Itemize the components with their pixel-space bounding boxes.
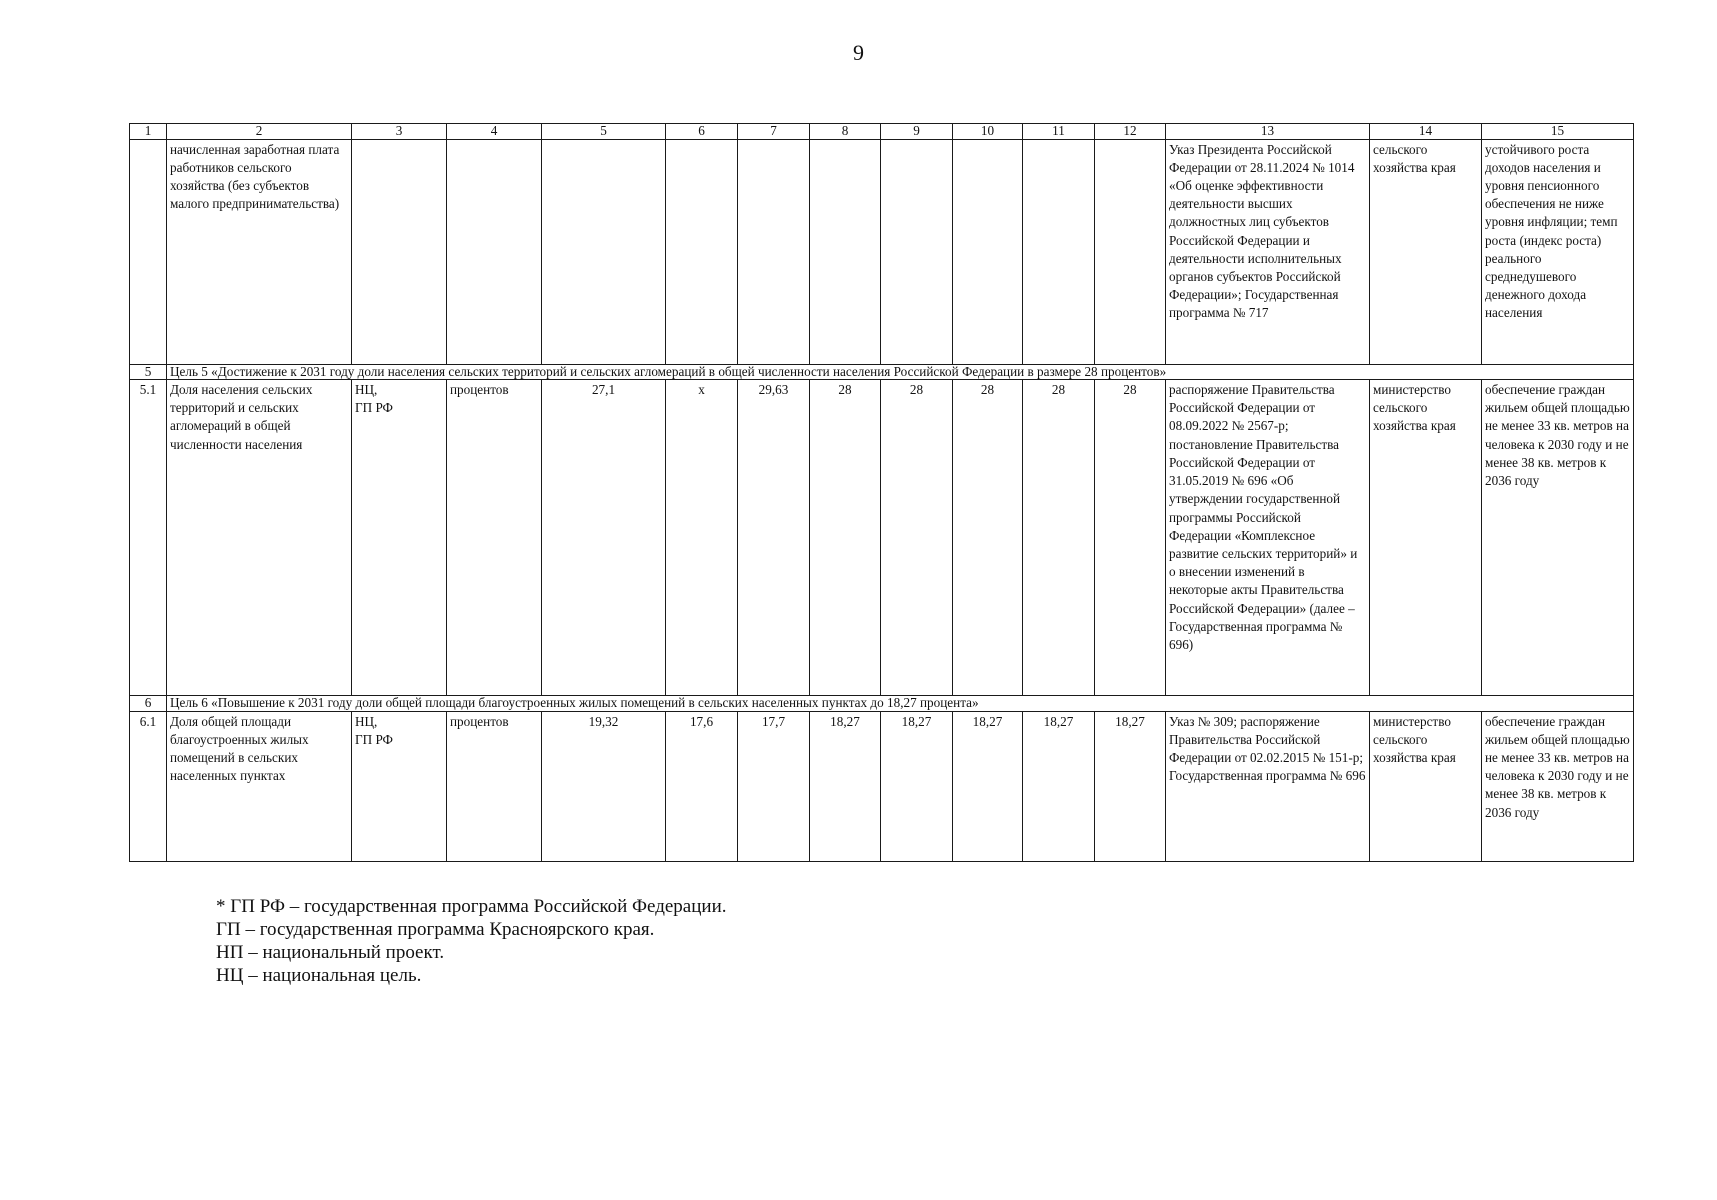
responsible-body-cell: министерство сельского хозяйства края — [1370, 711, 1482, 861]
indicator-name-cell: начисленная заработная плата работников сельского хозяйства (без субъектов малого предпринимательства) — [167, 139, 352, 364]
column-number-row — [130, 124, 1634, 140]
legal-basis-cell: Указ Президента Российской Федерации от 28.11.2024 № 1014 «Об оценке эффективности деятельности высших должностных лиц субъектов Российской Федерации и деятельности исполнительных органов субъектов Российской Федерации»; Государственная программа № 717 — [1166, 139, 1370, 364]
page-number: 9 — [853, 40, 864, 65]
column-number: 5 — [542, 124, 666, 140]
indicator-name-cell: Доля общей площади благоустроенных жилых помещений в сельских населенных пунктах — [167, 711, 352, 861]
target-link-cell: устойчивого роста доходов населения и уровня пенсионного обеспечения не ниже уровня инфляции; темп роста (индекс роста) реального среднедушевого денежного дохода населения — [1482, 139, 1634, 364]
responsible-body-cell: сельского хозяйства края — [1370, 139, 1482, 364]
value-cell: 28 — [953, 380, 1023, 696]
table-cell — [447, 139, 542, 364]
indicator-row-6-1 — [130, 711, 1634, 861]
column-number: 4 — [447, 124, 542, 140]
value-cell: 28 — [881, 380, 953, 696]
value-cell: 28 — [1023, 380, 1095, 696]
column-number: 15 — [1482, 124, 1634, 140]
goal-5-row — [130, 364, 1634, 380]
footnote: НП – национальный проект. — [216, 942, 445, 963]
table-cell — [666, 139, 738, 364]
table-cell — [352, 139, 447, 364]
table-cell — [1095, 139, 1166, 364]
value-cell: 28 — [1095, 380, 1166, 696]
indicator-level-cell: НЦ, ГП РФ — [352, 380, 447, 696]
target-link-cell: обеспечение граждан жильем общей площадью не менее 33 кв. метров на человека к 2030 году и не менее 38 кв. метров к 2036 году — [1482, 711, 1634, 861]
value-cell: х — [666, 380, 738, 696]
column-number: 9 — [881, 124, 953, 140]
value-cell: 28 — [810, 380, 881, 696]
table-cell — [953, 139, 1023, 364]
table-cell — [542, 139, 666, 364]
indicator-level-cell: НЦ, ГП РФ — [352, 711, 447, 861]
value-cell: 17,7 — [738, 711, 810, 861]
value-cell: 18,27 — [810, 711, 881, 861]
column-number: 3 — [352, 124, 447, 140]
row-number: 5.1 — [130, 380, 167, 696]
column-number: 14 — [1370, 124, 1482, 140]
footnote: ГП – государственная программа Красноярского края. — [216, 919, 655, 940]
value-cell: 27,1 — [542, 380, 666, 696]
goal-6-row — [130, 696, 1634, 712]
indicator-name-cell: Доля населения сельских территорий и сельских агломераций в общей численности населения — [167, 380, 352, 696]
goal-number: 5 — [130, 364, 167, 380]
value-cell: 18,27 — [1023, 711, 1095, 861]
table-cell — [130, 139, 167, 364]
value-cell: 29,63 — [738, 380, 810, 696]
goal-title: Цель 5 «Достижение к 2031 году доли населения сельских территорий и сельских агломераций в общей численности населения Российской Федерации в размере 28 процентов» — [167, 364, 1634, 380]
legal-basis-cell: Указ № 309; распоряжение Правительства Российской Федерации от 02.02.2015 № 151-р; Государственная программа № 696 — [1166, 711, 1370, 861]
table-cell — [738, 139, 810, 364]
table-row-continued — [130, 139, 1634, 364]
legal-basis-cell: распоряжение Правительства Российской Федерации от 08.09.2022 № 2567-р; постановление Правительства Российской Федерации от 31.05.2019 № 696 «Об утверждении государственной программы Российской Федерации «Комплексное развитие сельских территорий» и о внесении изменений в некоторые акты Правительства Российской Федерации» (далее – Государственная программа № 696) — [1166, 380, 1370, 696]
value-cell: 19,32 — [542, 711, 666, 861]
value-cell: 17,6 — [666, 711, 738, 861]
column-number: 13 — [1166, 124, 1370, 140]
value-cell: 18,27 — [1095, 711, 1166, 861]
unit-cell: процентов — [447, 711, 542, 861]
column-number: 12 — [1095, 124, 1166, 140]
responsible-body-cell: министерство сельского хозяйства края — [1370, 380, 1482, 696]
unit-cell: процентов — [447, 380, 542, 696]
value-cell: 18,27 — [881, 711, 953, 861]
column-number: 10 — [953, 124, 1023, 140]
column-number: 7 — [738, 124, 810, 140]
indicator-row-5-1 — [130, 380, 1634, 696]
table-cell — [881, 139, 953, 364]
column-number: 11 — [1023, 124, 1095, 140]
value-cell: 18,27 — [953, 711, 1023, 861]
row-number: 6.1 — [130, 711, 167, 861]
indicators-table — [129, 123, 1634, 862]
column-number: 8 — [810, 124, 881, 140]
column-number: 2 — [167, 124, 352, 140]
target-link-cell: обеспечение граждан жильем общей площадью не менее 33 кв. метров на человека к 2030 году и не менее 38 кв. метров к 2036 году — [1482, 380, 1634, 696]
table-cell — [1023, 139, 1095, 364]
footnote: НЦ – национальная цель. — [216, 965, 422, 986]
goal-number: 6 — [130, 696, 167, 712]
footnote: * ГП РФ – государственная программа Российской Федерации. — [216, 896, 727, 917]
goal-title: Цель 6 «Повышение к 2031 году доли общей площади благоустроенных жилых помещений в сельских населенных пунктах до 18,27 процента» — [167, 696, 1634, 712]
column-number: 1 — [130, 124, 167, 140]
footnotes — [216, 895, 727, 987]
table-cell — [810, 139, 881, 364]
column-number: 6 — [666, 124, 738, 140]
